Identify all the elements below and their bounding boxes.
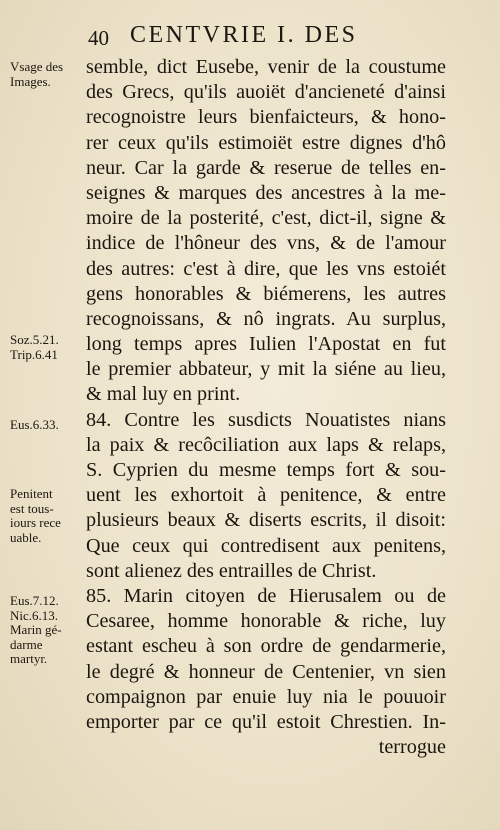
margin-note-line: Vsage des — [10, 59, 64, 74]
text-line: rer ceux qu'ils estimoiët estre dignes d'hô — [86, 131, 446, 154]
text-line: le degré & honneur de Centenier, vn sien — [86, 660, 446, 683]
text-line: gens honorables & biémerens, les autres — [86, 282, 446, 305]
margin-note — [10, 418, 82, 433]
text-line: emporter par ce qu'il estoit Chrestien. In- — [86, 710, 446, 733]
text-line: compaignon par enuie luy nia le pouuoir — [86, 685, 446, 708]
margin-note-line: iours rece — [10, 515, 61, 530]
margin-note-line: Eus.6.33. — [10, 417, 59, 432]
margin-note-line: Eus.7.12. — [10, 593, 59, 608]
text-line: S. Cyprien du mesme temps fort & sou- — [86, 459, 446, 481]
main-text-block — [86, 55, 446, 760]
text-line: Cesaree, homme honorable & riche, luy — [86, 610, 446, 633]
text-line: le premier abbateur, y mit la siéne au lieu, — [86, 358, 446, 381]
catchword: terrogue — [378, 736, 446, 759]
text-line: estant escheu à son ordre de gendarmerie, — [86, 635, 446, 658]
text-line: des autres: c'est à dire, que les vns estoiét — [86, 257, 446, 280]
margin-note — [10, 333, 82, 362]
text-line: uent les exhortoit à penitence, & entre — [86, 484, 446, 507]
margin-note-line: Soz.5.21. — [10, 332, 59, 347]
text-line: semble, dict Eusebe, venir de la coustume — [86, 56, 446, 78]
text-line: long temps apres Iulien l'Apostat en fut — [86, 333, 446, 356]
text-line: plusieurs beaux & diserts escrits, il disoit: — [86, 509, 446, 532]
text-line: & mal luy en print. — [86, 383, 241, 406]
margin-note-line: est tous- — [10, 500, 54, 516]
text-line: moire de la posterité, c'est, dict-il, signe & — [86, 207, 446, 230]
text-line: des Grecs, qu'ils auoiët d'ancieneté d'ainsi — [86, 81, 446, 104]
margin-note-line: Penitent — [10, 486, 53, 501]
margin-note-line: Marin gé- — [10, 622, 62, 637]
margin-note — [10, 487, 82, 545]
margin-note-line: Images. — [10, 73, 51, 89]
margin-note-line: Trip.6.41 — [10, 346, 58, 362]
page-header — [0, 22, 500, 52]
page-number: 40 — [88, 26, 109, 50]
margin-note — [10, 60, 82, 89]
text-line: neur. Car la garde & reserue de telles en- — [86, 156, 446, 179]
text-line: indice de l'hôneur des vns, & de l'amour — [86, 232, 446, 255]
margin-note-line: uable. — [10, 529, 42, 545]
text-line: la paix & recôciliation aux laps & relaps, — [86, 433, 446, 456]
margin-note-line: Nic.6.13. — [10, 607, 59, 623]
text-line: sont alienez des entrailles de Christ. — [86, 559, 377, 582]
text-line: Que ceux qui contredisent aux penitens, — [86, 534, 446, 557]
text-line: 85. Marin citoyen de Hierusalem ou de — [86, 584, 446, 607]
margin-note — [10, 594, 82, 667]
margin-note-line: darme — [10, 636, 43, 652]
text-line: recognoissans, & nô ingrats. Au surplus, — [86, 307, 446, 330]
running-title: CENTVRIE I. DES — [130, 22, 358, 48]
margin-note-line: martyr. — [10, 651, 48, 666]
text-line: recognoistre leurs bienfaicteurs, & hono- — [86, 106, 446, 129]
text-line: 84. Contre les susdicts Nouatistes nians — [86, 408, 446, 431]
text-line: seignes & marques des ancestres à la me- — [86, 181, 446, 204]
